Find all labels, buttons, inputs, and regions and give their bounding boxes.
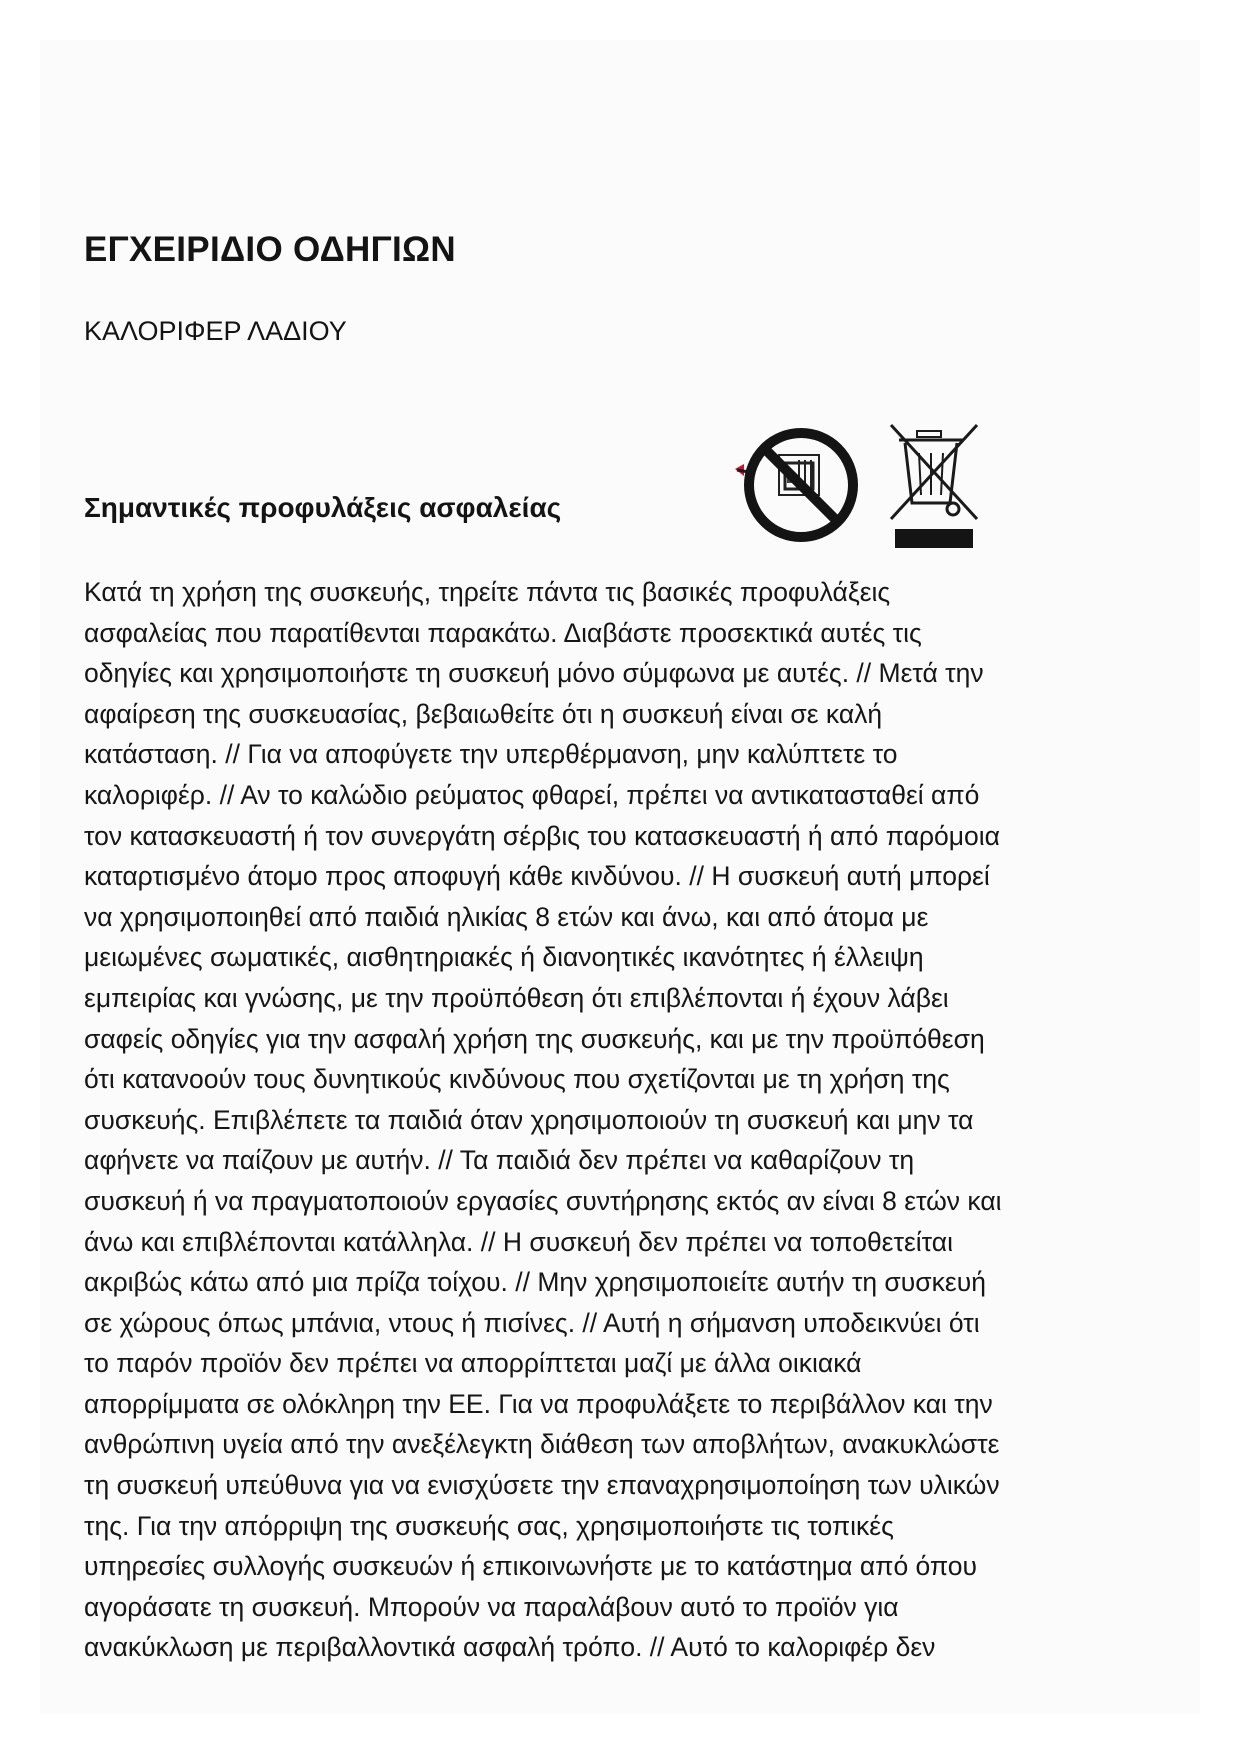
- safety-heading: Σημαντικές προφυλάξεις ασφαλείας: [84, 492, 562, 523]
- document-title: ΕΓΧΕΙΡΙΔΙΟ ΟΔΗΓΙΩΝ: [84, 230, 456, 269]
- document-subtitle: ΚΑΛΟΡΙΦΕΡ ΛΑΔΙΟΥ: [84, 316, 347, 346]
- do-not-cover-icon: [735, 428, 865, 543]
- safety-instructions-text: Κατά τη χρήση της συσκευής, τηρείτε πάντα τις βασικές προφυλάξεις ασφαλείας που παρατίθενται παρακάτω. Διαβάστε προσεκτικά αυτές τις οδηγίες και χρησιμοποιήστε τη συσκευή μόνο σύμφωνα με αυτές. // Μετά την αφαίρεση της συσκευασίας, βεβαιωθείτε ότι η συσκευή είναι σε καλή κατάσταση. // Για να αποφύγετε την υπερθέρμανση, μην καλύπτετε το καλοριφέρ. // Αν το καλώδιο ρεύματος φθαρεί, πρέπει να αντικατασταθεί από τον κατασκευαστή ή τον συνεργάτη σέρβις του κατασκευαστή ή από παρόμοια καταρτισμένο άτομο προς αποφυγή κάθε κινδύνου. // Η συσκευή αυτή μπορεί να χρησιμοποιηθεί από παιδιά ηλικίας 8 ετών και άνω, και από άτομα με μειωμένες σωματικές, αισθητηριακές ή διανοητικές ικανότητες ή έλλειψη εμπειρίας και γνώσης, με την προϋπόθεση ότι επιβλέπονται ή έχουν λάβει σαφείς οδηγίες για την ασφαλή χρήση της συσκευής, και με την προϋπόθεση ότι κατανοούν τους δυνητικούς κινδύνους που σχετίζονται με τη χρήση της συσκευής. Επιβλέπετε τα παιδιά όταν χρησιμοποιούν τη συσκευή και μην τα αφήνετε να παίζουν με αυτήν. // Τα παιδιά δεν πρέπει να καθαρίζουν τη συσκευή ή να πραγματοποιούν εργασίες συντήρησης εκτός αν είναι 8 ετών και άνω και επιβλέπονται κατάλληλα. // Η συσκευή δεν πρέπει να τοποθετείται ακριβώς κάτω από μια πρίζα τοίχου. // Μην χρησιμοποιείτε αυτήν τη συσκευή σε χώρους όπως μπάνια, ντους ή πισίνες. // Αυτή η σήμανση υποδεικνύει ότι το παρόν προϊόν δεν πρέπει να απορρίπτεται μαζί με άλλα οικιακά απορρίμματα σε ολόκληρη την ΕΕ. Για να προφυλάξετε το περιβάλλον και την ανθρώπινη υγεία από την ανεξέλεγκτη διάθεση των αποβλήτων, ανακυκλώστε τη συσκευή υπεύθυνα για να ενισχύσετε την επαναχρησιμοποίηση των υλικών της. Για την απόρριψη της συσκευής σας, χρησιμοποιήστε τις τοπικές υπηρεσίες συλλογής συσκευών ή επικοινωνήστε με το κατάστημα από όπου αγοράσατε τη συσκευή. Μπορούν να παραλάβουν αυτό το προϊόν για ανακύκλωση με περιβαλλοντικά ασφαλή τρόπο. // Αυτό το καλοριφέρ δεν: [84, 577, 1002, 1663]
- crossed-out-wheelie-bin-icon: [885, 423, 985, 550]
